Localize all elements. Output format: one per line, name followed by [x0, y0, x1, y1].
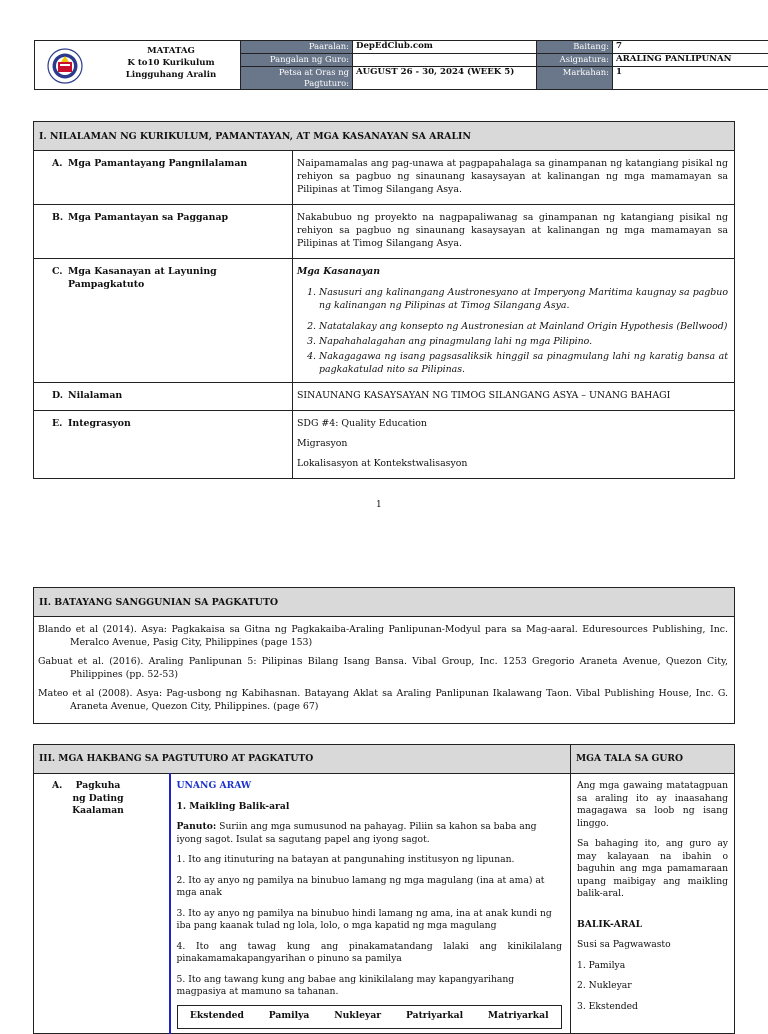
kasanayan-item: 1. Nasusuri ang kalinangang Austronesyano at Imperyong Maritima kaugnay sa pagbuo ng kalinangan ng Pilipinas at Timog Silangang Asya.	[319, 286, 728, 312]
row-d-label: D. Nilalaman	[34, 383, 293, 411]
grade-label: Baitang:	[537, 41, 613, 54]
integrasyon-line: Migrasyon	[297, 437, 728, 450]
header-title-line-1: MATATAG	[121, 45, 221, 57]
teacher-value	[353, 54, 537, 67]
header-title-line-2: K to10 Kurikulum	[121, 57, 221, 69]
kasanayan-list	[297, 286, 728, 376]
date-label: Petsa at Oras ng Pagtuturo:	[241, 67, 353, 90]
question-item: 4. Ito ang tawag kung ang pinakamatandang lalaki ang kinikilalang pinakamamakapangyarihan o pinuno sa pamilya	[177, 941, 562, 966]
row-b-text: Nakabubuo ng proyekto na nagpapaliwanag sa ginampanan ng katangiang pisikal ng rehiyon sa pagbuo ng sinaunang kasaysayan at kalinangan ng mga mamamayan sa Pilipinas at Timog Silangang Asya.	[293, 205, 735, 259]
choice-item: Pamilya	[269, 1010, 310, 1023]
notes-heading: MGA TALA SA GURO	[571, 745, 735, 774]
kasanayan-subhead: Mga Kasanayan	[297, 265, 728, 278]
date-value: AUGUST 26 - 30, 2024 (WEEK 5)	[353, 67, 537, 90]
section-1-table	[33, 121, 735, 479]
choice-item: Matriyarkal	[488, 1010, 549, 1023]
deped-seal-icon	[47, 48, 83, 84]
section-2-table	[33, 587, 735, 724]
step-heading: 1. Maikling Balik-aral	[177, 801, 562, 814]
kasanayan-item: 3. Napahahalagahan ang pinagmulang lahi ng mga Pilipino.	[319, 335, 728, 348]
row-e-label: E. Integrasyon	[34, 411, 293, 479]
answer-key-item: 2. Nukleyar	[577, 980, 728, 993]
choice-item: Nukleyar	[334, 1010, 381, 1023]
choice-item: Ekstended	[190, 1010, 244, 1023]
row-b-label: B. Mga Pamantayan sa Pagganap	[34, 205, 293, 259]
question-item: 5. Ito ang tawang kung ang babae ang kinikilalang may kapangyarihang magpasiya at mamuno sa tahanan.	[177, 974, 562, 999]
grade-value: 7	[613, 41, 768, 54]
integrasyon-line: Lokalisasyon at Kontekstwalisasyon	[297, 457, 728, 470]
header-logo-cell	[35, 41, 241, 90]
row-a-label: A. Mga Pamantayang Pangnilalaman	[34, 151, 293, 205]
choices-box	[177, 1005, 562, 1029]
section-2-heading: II. BATAYANG SANGGUNIAN SA PAGKATUTO	[34, 588, 735, 617]
kasanayan-item: 4. Nakagagawa ng isang pagsasaliksik hinggil sa pinagmulang lahi ng karatig bansa at pagkakatulad nito sa Pilipinas.	[319, 350, 728, 376]
subject-value: ARALING PANLIPUNAN	[613, 54, 768, 67]
note-paragraph: Sa bahaging ito, ang guro ay may kalayaan na ibahin o baguhin ang mga pamamaraan upang maibigay ang maikling balik-aral.	[577, 838, 728, 901]
page-number: 1	[376, 500, 382, 510]
references-cell	[34, 617, 735, 724]
section-1-heading: I. NILALAMAN NG KURIKULUM, PAMANTAYAN, AT MGA KASANAYAN SA ARALIN	[34, 122, 735, 151]
integrasyon-line: SDG #4: Quality Education	[297, 417, 728, 430]
day-heading: UNANG ARAW	[177, 780, 562, 793]
subject-label: Asignatura:	[537, 54, 613, 67]
question-item: 2. Ito ay anyo ng pamilya na binubuo lamang ng mga magulang (ina at ama) at mga anak	[177, 875, 562, 900]
row-c-label: C. Mga Kasanayan at Layuning Pampagkatuto	[34, 259, 293, 383]
teacher-notes	[571, 774, 735, 1034]
reference-item: Blando et al (2014). Asya: Pagkakaisa sa Gitna ng Pagkakaiba-Araling Panlipunan-Modyul para sa Mag-aaral. Eduresources Publishing, Inc. Meralco Avenue, Pasig City, Philippines (page 153)	[38, 623, 728, 649]
step-a-label: A. Pagkuha ng Dating Kaalaman	[34, 774, 170, 1034]
row-c-content	[293, 259, 735, 383]
section-3-heading: III. MGA HAKBANG SA PAGTUTURO AT PAGKATUTO	[34, 745, 571, 774]
answer-key-item: 1. Pamilya	[577, 960, 728, 973]
teacher-label: Pangalan ng Guro:	[241, 54, 353, 67]
note-paragraph: Ang mga gawaing matatagpuan sa araling ito ay inaasahang magagawa sa loob ng isang linggo.	[577, 780, 728, 830]
answer-key-item: 3. Ekstended	[577, 1001, 728, 1014]
row-d-text: SINAUNANG KASAYSAYAN NG TIMOG SILANGANG ASYA – UNANG BAHAGI	[293, 383, 735, 411]
lesson-content	[170, 774, 571, 1034]
section-3-table	[33, 744, 735, 1034]
reference-item: Mateo et al (2008). Asya: Pag-usbong ng Kabihasnan. Batayang Aklat sa Araling Panlipunan Ikalawang Taon. Vibal Publishing House, Inc. G. Araneta Avenue, Quezon City, Philippines. (page 67)	[38, 687, 728, 713]
header-title-line-3: Lingguhang Aralin	[121, 69, 221, 81]
question-item: 3. Ito ay anyo ng pamilya na binubuo hindi lamang ng ama, ina at anak kundi ng iba pang kaanak tulad ng lola, lolo, o mga kapatid ng mga magulang	[177, 908, 562, 933]
row-a-text: Naipamamalas ang pag-unawa at pagpapahalaga sa ginampanan ng katangiang pisikal ng rehiyon sa pagbuo ng sinaunang kasaysayan at kalinangan ng mga mamamayan sa Pilipinas at Timog Silangang Asya.	[293, 151, 735, 205]
row-e-content	[293, 411, 735, 479]
balik-aral-heading: BALIK-ARAL	[577, 919, 728, 932]
panuto: Panuto: Suriin ang mga sumusunod na pahayag. Piliin sa kahon sa baba ang iyong sagot. Isulat sa sagutang papel ang iyong sagot.	[177, 821, 562, 846]
answer-key-label: Susi sa Pagwawasto	[577, 939, 728, 952]
header-table	[34, 40, 768, 90]
quarter-label: Markahan:	[537, 67, 613, 90]
kasanayan-item: 2. Natatalakay ang konsepto ng Austronesian at Mainland Origin Hypothesis (Bellwood)	[319, 320, 728, 333]
reference-item: Gabuat et al. (2016). Araling Panlipunan 5: Pilipinas Bilang Isang Bansa. Vibal Group, Inc. 1253 Gregorio Araneta Avenue, Quezon City, Philippines (pp. 52-53)	[38, 655, 728, 681]
header-title-block	[121, 45, 221, 81]
question-item: 1. Ito ang itinuturing na batayan at pangunahing institusyon ng lipunan.	[177, 854, 562, 867]
choice-item: Patriyarkal	[406, 1010, 463, 1023]
quarter-value: 1	[613, 67, 768, 90]
school-label: Paaralan:	[241, 41, 353, 54]
school-value: DepEdClub.com	[353, 41, 537, 54]
